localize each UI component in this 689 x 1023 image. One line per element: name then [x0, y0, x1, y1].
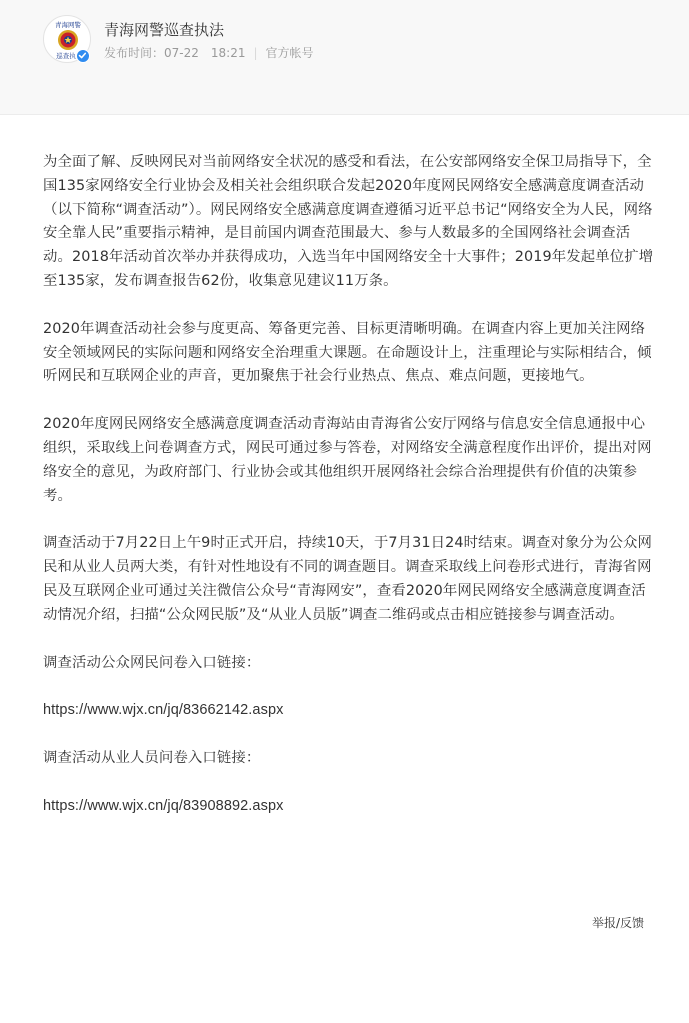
article-header: [0, 0, 689, 115]
staff-survey-link[interactable]: https://www.wjx.cn/jq/83908892.aspx: [43, 797, 284, 814]
article-paragraph: 为全面了解、反映网民对当前网络安全状况的感受和看法，在公安部网络安全保卫局指导下，全国135家网络安全行业协会及相关社会组织联合发起2020年度网民网络安全感满意度调查活动（以下简称“调查活动”）。网民网络安全感满意度调查遵循习近平总书记“网络安全为人民，网络安全靠人民”重要指示精神，是目前国内调查范围最大、参与人数最多的全国网络社会调查活动。2018年活动首次举办并获得成功，入选当年中国网络安全十大事件；2019年发起单位扩增至135家，发布调查报告62份，收集意见建议11万条。: [43, 154, 654, 289]
verified-badge-icon: [76, 49, 90, 63]
public-survey-link[interactable]: https://www.wjx.cn/jq/83662142.aspx: [43, 702, 284, 719]
article-paragraph: 2020年度网民网络安全感满意度调查活动青海站由青海省公安厅网络与信息安全信息通报中心组织，采取线上问卷调查方式，网民可通过参与答卷，对网络安全满意程度作出评价，提出对网络安全的意见，为政府部门、行业协会或其他组织开展网络社会综合治理提供有价值的决策参考。: [43, 416, 652, 504]
publish-time: 18:21: [210, 46, 246, 60]
publish-label: 发布时间：: [104, 46, 165, 60]
article-body: [43, 151, 655, 843]
publish-meta: [104, 45, 314, 61]
article-paragraph: 2020年调查活动社会参与度更高、筹备更完善、目标更清晰明确。在调查内容上更加关注网络安全领域网民的实际问题和网络安全治理重大课题。在命题设计上，注重理论与实际相结合，倾听网民和互联网企业的声音，更加聚焦于社会行业热点、焦点、难点问题，更接地气。: [43, 320, 652, 385]
meta-divider: |: [253, 46, 258, 60]
report-feedback-link[interactable]: 举报/反馈: [592, 916, 645, 930]
avatar-bottom-text: 巡查执: [56, 52, 76, 60]
article-paragraph: 调查活动于7月22日上午9时正式开启，持续10天，于7月31日24时结束。调查对象分为公众网民和从业人员两大类，有针对性地设有不同的调查题目。调查采取线上问卷形式进行，青海省网民及互联网企业可通过关注微信公众号“青海网安”，查看2020年网民网络安全感满意度调查活动情况介绍，扫描“公众网民版”及“从业人员版”调查二维码或点击相应链接参与调查活动。: [43, 535, 652, 623]
avatar-top-text: 青海网警: [55, 21, 81, 29]
publish-date: 07-22: [164, 46, 199, 60]
staff-survey-label: 调查活动从业人员问卷入口链接：: [43, 750, 261, 767]
public-survey-label: 调查活动公众网民问卷入口链接：: [43, 654, 261, 671]
account-name[interactable]: 青海网警巡查执法: [104, 21, 225, 39]
account-type: 官方帐号: [265, 46, 314, 60]
